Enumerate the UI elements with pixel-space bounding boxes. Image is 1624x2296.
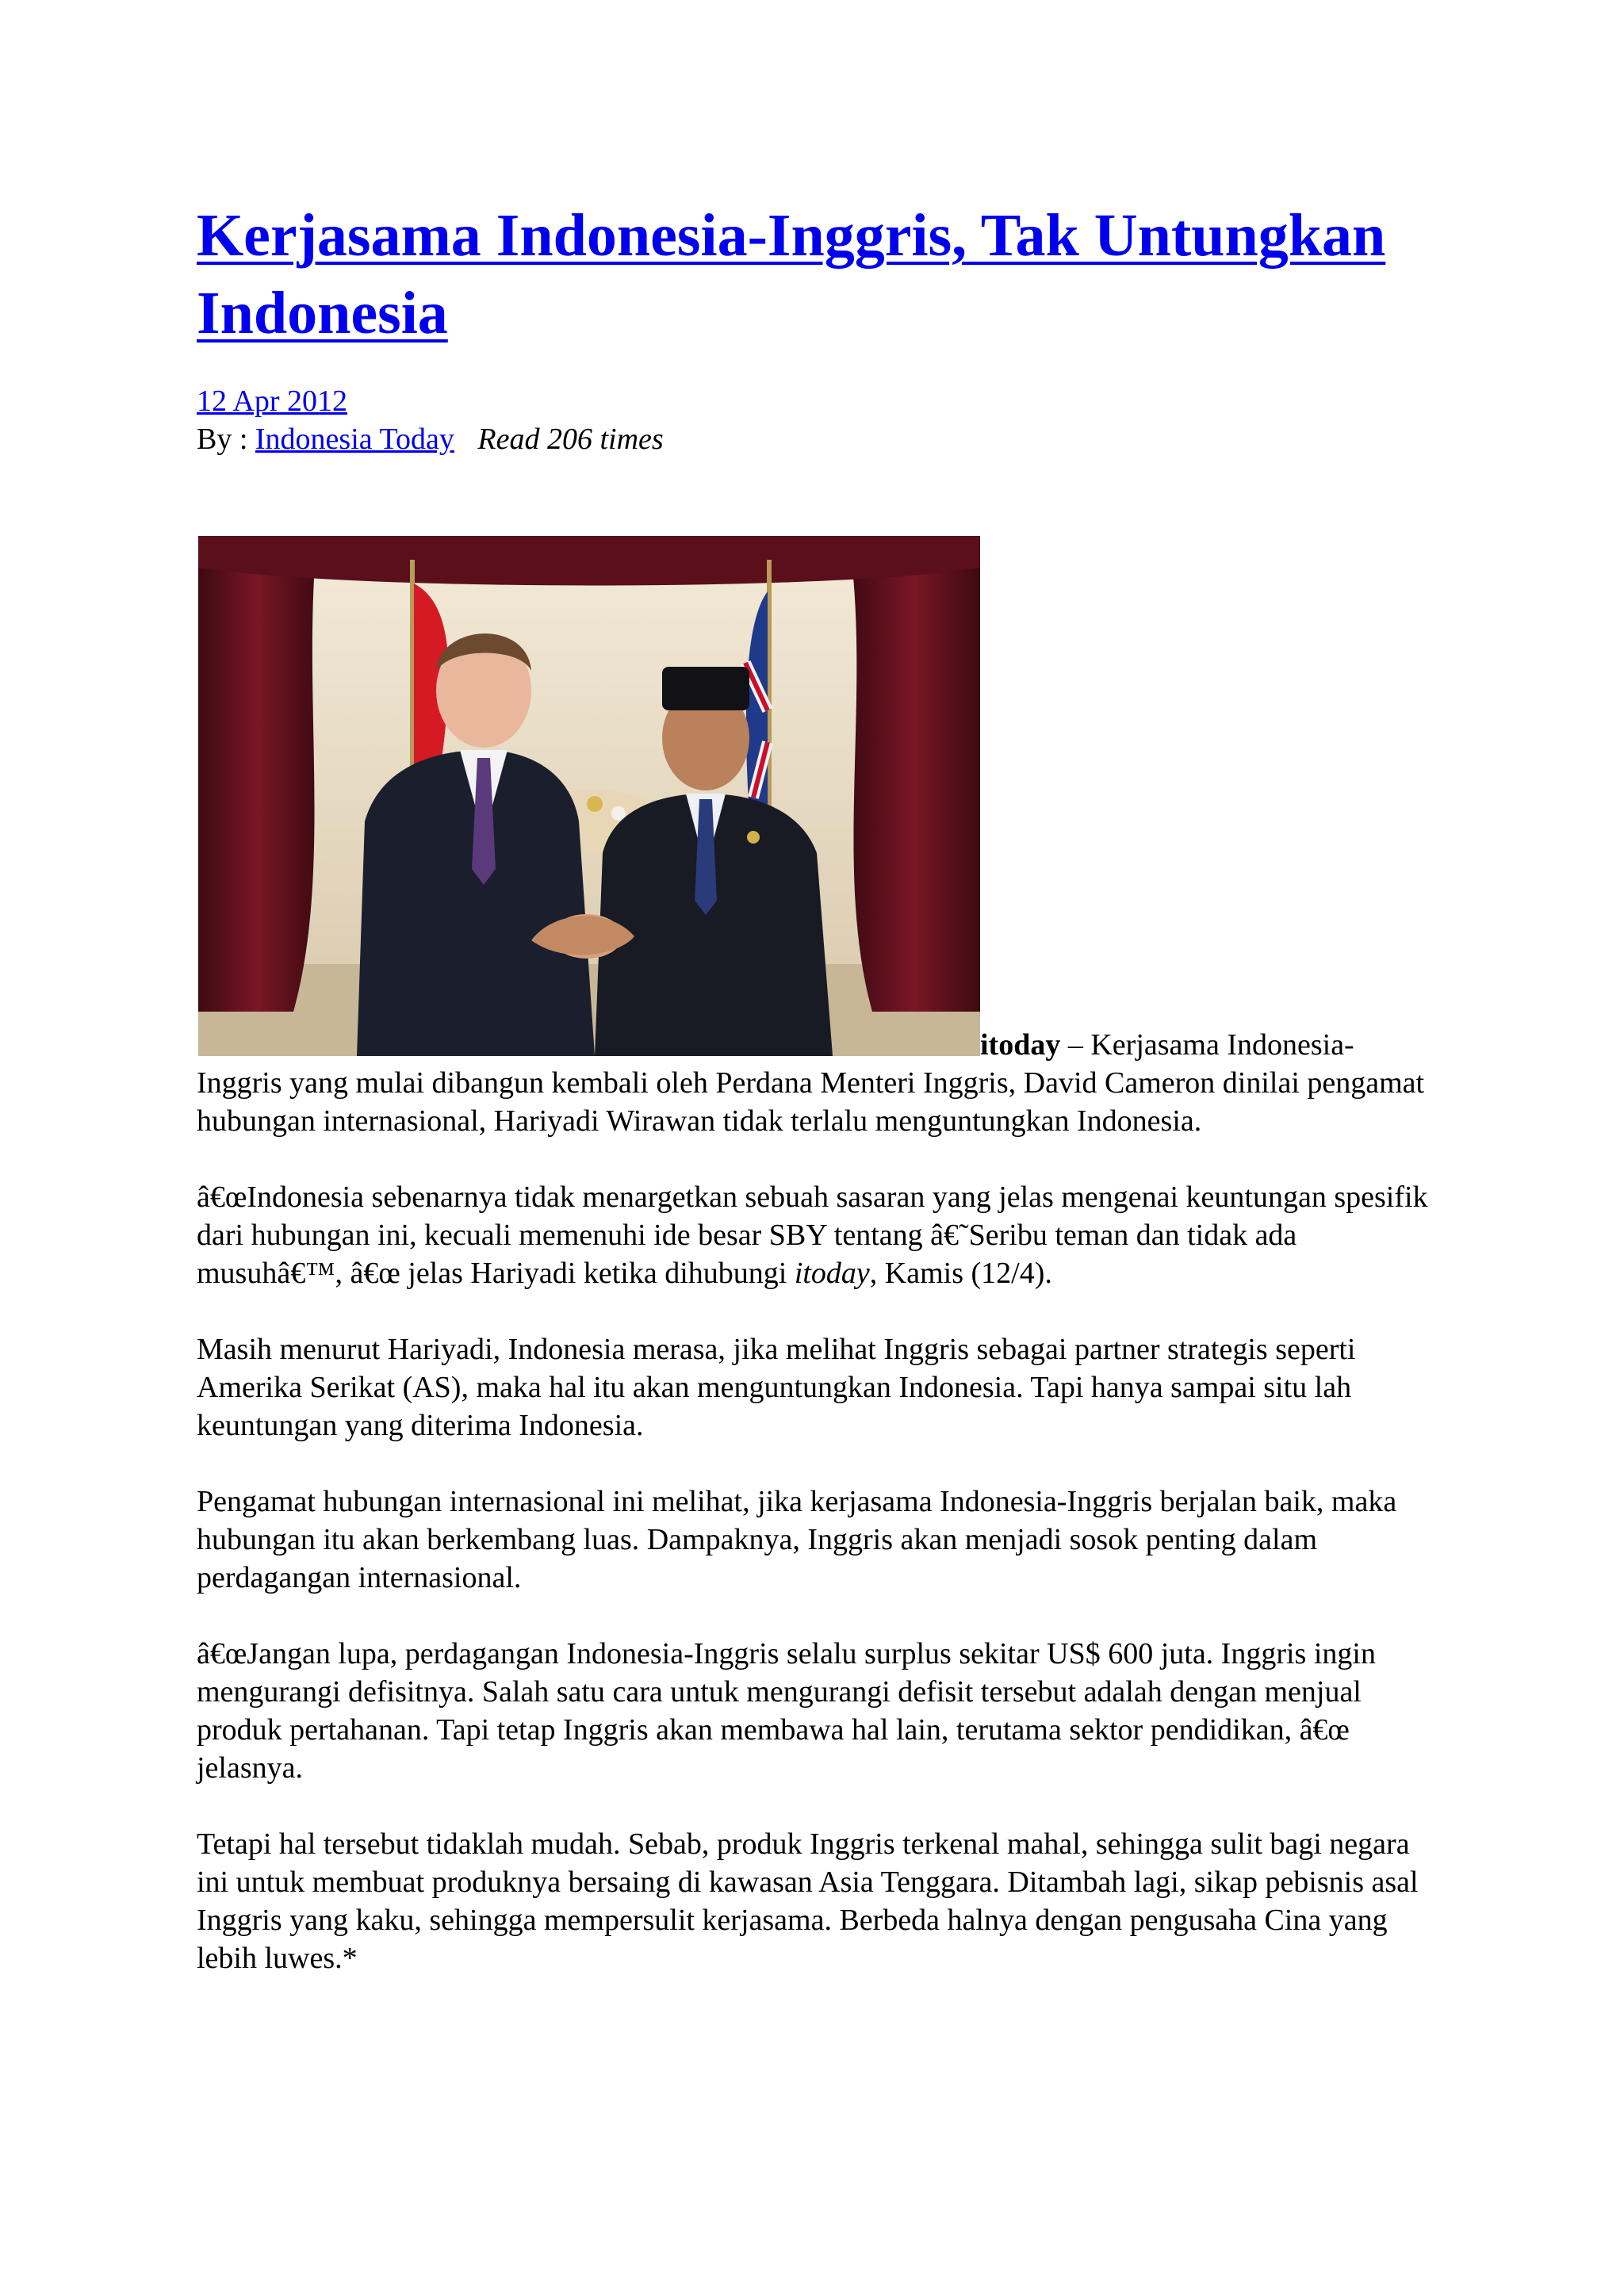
article-meta (197, 382, 1434, 458)
paragraph-1: Inggris yang mulai dibangun kembali oleh Perdana Menteri Inggris, David Cameron dinilai pengamat hubungan internasional, Hariyadi Wirawan tidak terlalu menguntungkan Indonesia. (197, 1066, 1425, 1138)
article-body (197, 1064, 1442, 2015)
paragraph-5: â€œJangan lupa, perdagangan Indonesia-Inggris selalu surplus sekitar US$ 600 juta. Inggris ingin mengurangi defisitnya. Salah satu cara untuk mengurangi defisit tersebut adalah dengan menjual produk pertahanan. Tapi tetap Inggris akan membawa hal lain, terutama sektor pendidikan, â€œ jelasnya. (197, 1637, 1376, 1785)
read-count: Read 206 times (477, 423, 664, 456)
lead-first-line (980, 1026, 1456, 1064)
paragraph-2 (197, 1178, 1442, 1292)
photo-cameron-sby-handshake (198, 536, 980, 1056)
author-link[interactable]: Indonesia Today (255, 423, 454, 456)
article-title-link[interactable]: Kerjasama Indonesia-Inggris, Tak Untungkan Indonesia (197, 202, 1386, 346)
paragraph-6: Tetapi hal tersebut tidaklah mudah. Sebab, produk Inggris terkenal mahal, sehingga sulit bagi negara ini untuk membuat produknya bersaing di kawasan Asia Tenggara. Ditambah lagi, sikap pebisnis asal Inggris yang kaku, sehingga mempersulit kerjasama. Berbeda halnya dengan pengusaha Cina yang lebih luwes.* (197, 1827, 1419, 1975)
paragraph-2-italic: itoday (794, 1257, 870, 1290)
paragraph-2-end: , Kamis (12/4). (869, 1257, 1052, 1290)
paragraph-3: Masih menurut Hariyadi, Indonesia merasa, jika melihat Inggris sebagai partner strategis seperti Amerika Serikat (AS), maka hal itu akan menguntungkan Indonesia. Tapi hanya sampai situ lah keuntungan yang diterima Indonesia. (197, 1333, 1356, 1442)
by-label: By : (197, 423, 248, 456)
paragraph-2-text: â€œIndonesia sebenarnya tidak menargetkan sebuah sasaran yang jelas mengenai keuntungan spesifik dari hubungan ini, kecuali memenuhi ide besar SBY tentang â€˜Seribu teman dan tidak ada musuhâ€™, â€œ jelas Hariyadi ketika dihubungi (197, 1181, 1428, 1290)
paragraph-4: Pengamat hubungan internasional ini melihat, jika kerjasama Indonesia-Inggris berjalan baik, maka hubungan itu akan berkembang luas. Dampaknya, Inggris akan menjadi sosok penting dalam perdagangan internasional. (197, 1485, 1397, 1594)
article-date-link[interactable]: 12 Apr 2012 (197, 385, 347, 418)
photo-illustration (198, 536, 980, 1056)
lead-source: itoday (980, 1028, 1061, 1062)
lead-dash-text: – Kerjasama Indonesia- (1060, 1028, 1354, 1062)
